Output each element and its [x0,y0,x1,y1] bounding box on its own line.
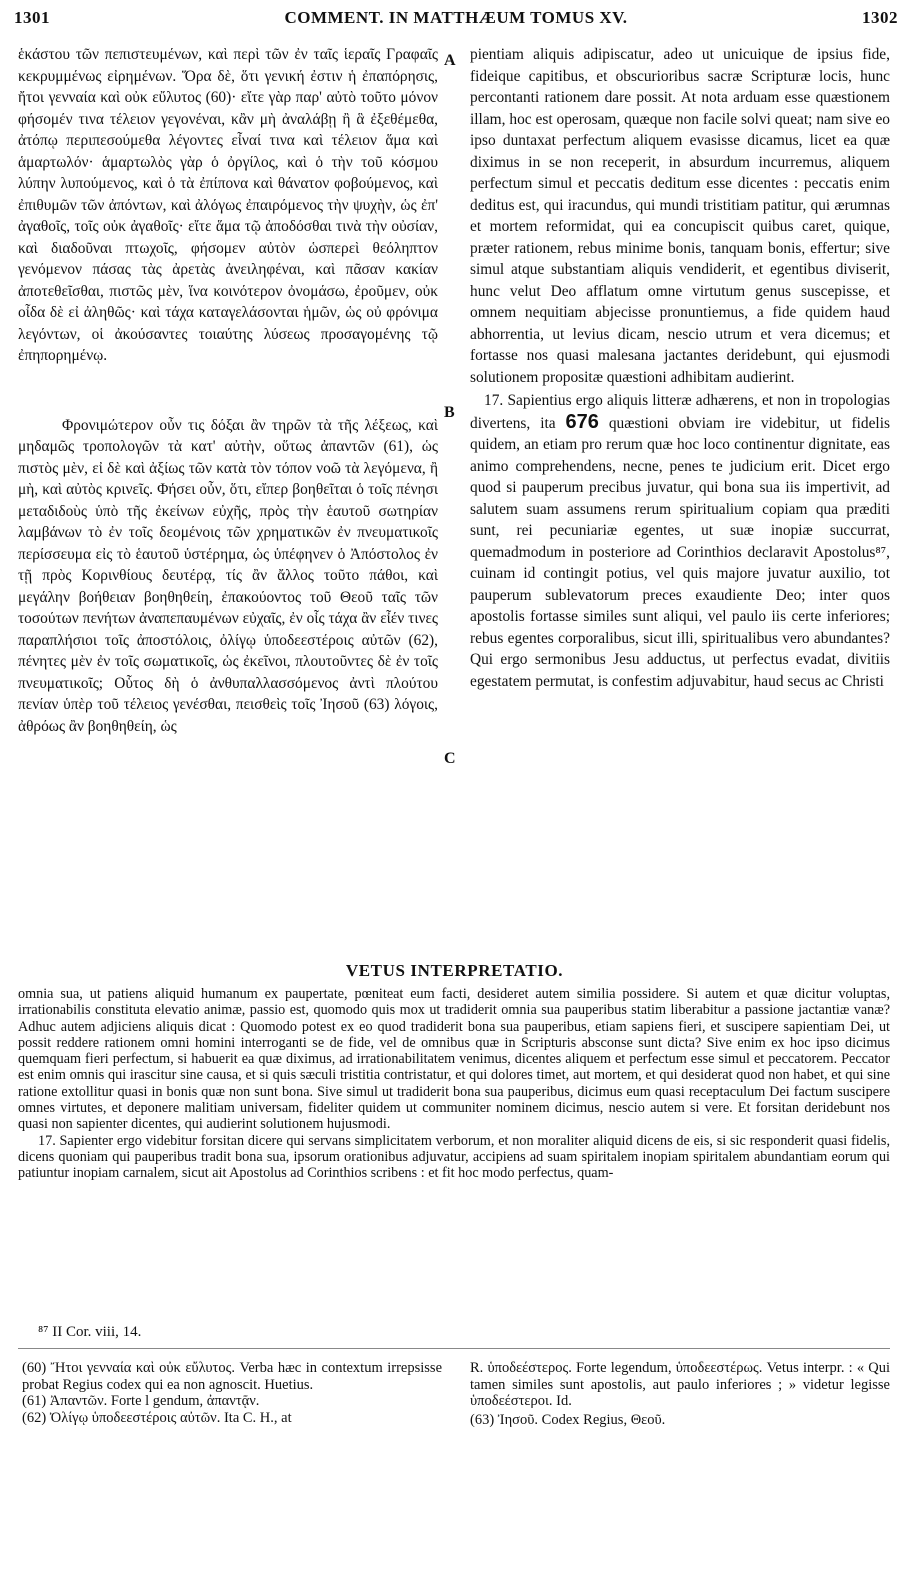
latin-column [470,44,890,692]
footnote-63: (63) Ἰησοῦ. Codex Regius, Θεοῦ. [470,1411,666,1428]
margin-letter-a: A [444,52,456,69]
footnote-62: (62) Ὀλίγῳ ὑποδεεστέροις αὐτῶν. Ita C. H., at [22,1409,292,1426]
vetus-heading: VETUS INTERPRETATIO. [345,961,564,980]
vetus-paragraph-2: 17. Sapienter ergo videbitur forsitan dicere qui servans simplicitatem verborum, et non moraliter aliquid dicens de eis, si sic responderit quasi fidelis, dicens quoniam qui pauperibus tradit bona sua, ipsorum orationibus adjuvatur, accipiens ad suam spiritalem inopiam spiritalem abundantiam eorum qui patiuntur inopiam carnalem, sicut ait Apostolus ad Corinthios scribens : et fit hoc modo perfectus, quam- [18,1132,890,1182]
left-page-number: 1301 [14,8,50,27]
page-mark: 676 [565,410,599,433]
footnotes-right [470,1360,890,1428]
greek-paragraph-1: ἑκάστου τῶν πεπιστευμένων, καὶ περὶ τῶν ἐν ταῖς ἱεραῖς Γραφαῖς κεκρυμμένως εἰρημένων. Ὅρα δὲ, ὅτι γενική ἐστιν ἡ ἐπαπόρησις, ἤτοι γενναία καὶ οὐκ εὔλυτος (60)· εἴτε γὰρ παρ' αὐτὸ τοῦτο μόνον φήσομέν τινα τέλειον γεγονέναι, κἂν μὴ ἀναλάβῃ ἢ ἃ ἐξεθέμεθα, ἀτόπῳ περιπεσούμεθα λέγοντες εἶναί τινα καὶ τέλειον ἅμα καὶ ἁμαρτωλόν· ἁμαρτωλὸς γὰρ ὁ ὀργίλος, καὶ ὁ τὴν τοῦ κόσμου λύπην λυπούμενος, καὶ ὁ τὰ ἐπίπονα καὶ θάνατον φοβούμενος, καὶ ἐπιθυμῶν τῶν ἀπόντων, καὶ ἀλόγως ἐπαιρόμενος τὴν ψυχὴν, ὡς ἐπ' ἀγαθοῖς, τοῖς οὐκ ἀγαθοῖς· εἴτε ἅμα τῷ ἀποδόσθαι τινὰ τὴν οὐσίαν, καὶ διαδοῦναι πτωχοῖς, φήσομεν αὐτὸν ὡσπερεὶ θεόληπτον γενόμενον πάσας τὰς ἀρετὰς ἀνειληφέναι, καὶ πᾶσαν κακίαν ἀποτεθεῖσθαι, πιστῶς μὲν, ἵνα κοινότερον ὀνομάσω, ἐροῦμεν, οὐκ οἶδα δὲ εἰ ἀληθῶς· καὶ τάχα καταγελάσονται ἡμῶν, ὡς οὐ φρόνιμα λεγόντων, οἱ ἀκούσαντες τοιαύτης λύσεως προσαγομένης τῷ ἐπηπορημένῳ. [18,46,438,364]
margin-letter-b: B [444,404,455,421]
latin-paragraph-2 [470,390,890,692]
latin-paragraph-2-start: 17. Sapientius ergo aliquis litteræ adhærens, et non in tropologias divertens, ita [470,392,890,432]
latin-paragraph-1: pientiam aliquis adipiscatur, adeo ut unicuique de ipsius fide, fideique capitibus, et obscurioribus sacræ Scripturæ locis, hunc percontanti rationem dare possit. At nota arduam esse quæstionem illam, hoc est operosam, quæque non facile solvi queat; nam sive eo ipso duntaxat perfectum aliquem evasisse dicamus, licet ea quæ diximus in se non receperit, in absurdum incurremus, aliquem perfectum simul et peccatis deditum esse dicentes : peccatis enim deditus est, qui iracundus, qui mundi tristitiam patitur, qui ærumnas et mortem reformidat, qui ea concupiscit quibus caret, quique, præter rationem, rebus minime bonis, tanquam bonis, effertur; sive simul atque substantiam aliquis vendiderit, et egentibus diviserit, hunc velut Deo afflatum omne virtutum genus suscepisse, et omnem nequitiam abjecisse pronuntiemus, a fide quidem haud abhorrentia, ut levius dicam, nescio utrum et vera dicemus; et fortasse nos quasi malesana jactantes deridebunt, qui ejusmodi solutionem propositæ quæstioni adhibitam audierint. [470,46,890,386]
margin-letter-c: C [444,750,456,767]
footnote-60: (60) Ἤτοι γενναία καὶ οὐκ εὔλυτος. Verba hæc in contextum irrepsisse probat Regius codex qui ea non agnoscit. Huetius. [22,1360,442,1393]
right-page-number: 1302 [862,8,898,27]
greek-paragraph-2: Φρονιμώτερον οὖν τις δόξαι ἂν τηρῶν τὰ τῆς λέξεως, καὶ μηδαμῶς τροπολογῶν τὰ κατ' αὐτὴν, οὕτως ἀπαντῶν (61), ὡς πιστὸς μὲν, εἰ δὲ καὶ ἀξίως τῶν κατὰ τὸν τόπον νοῶ τὰ λεγόμενα, ἢ μὴ, καὶ αὐτὸς κρινεῖς. Φήσει οὖν, ὅτι, εἴπερ βοηθεῖται ὁ τοῖς πένησι μεταδιδοὺς ὑπὸ τῆς ἐκείνων εὐχῆς, πρὸς τὴν ἑαυτοῦ σωτηρίαν λαμβάνων τὸ ἐν τοῖς δεομένοις τῶν χρηματικῶν ἐν πνευματικοῖς περίσσευμα εἰς τὸ ἑαυτοῦ ὑστέρημα, ὡς ὑπέφηνεν ὁ Ἀπόστολος ἐν τῇ πρὸς Κορινθίους δευτέρᾳ, τίς ἂν ἄλλος τοῦτο πάθοι, καὶ μεγάλην βοήθειαν βοηθηθείη, ἐπακούοντος τοῦ Θεοῦ ταῖς τῶν τοσούτων πενήτων ἀναπεπαυμένων εὐχαῖς, ἐν οἷς τάχα ἂν εἶέν τινες παραπλήσιοι τοῖς ἀποστόλοις, ὀλίγῳ ὑποδεεστέροις αὐτῶν (62), πένητες μὲν ἐν τοῖς σωματικοῖς, ὡς ἐκεῖνοι, πλουτοῦντες δὲ ἐν τοῖς πνευματικοῖς; Οὗτος δὴ ὁ ἀνθυπαλλασσόμενος ἀντὶ πλούτου πενίαν ὑπὲρ τοῦ τέλειος γενέσθαι, πεισθεὶς τοῖς Ἰησοῦ (63) λόγοις, ἀθρόως ἂν βοηθηθείη, ὡς [18,416,438,735]
vetus-interpretatio [18,986,890,1182]
running-title: COMMENT. IN MATTHÆUM TOMUS XV. [284,8,628,27]
running-header [14,6,898,32]
footnote-61: (61) Ἀπαντῶν. Forte l gendum, ἀπαντᾷν. [22,1393,260,1409]
footnote-62-continued: R. ὑποδεέστερος. Forte legendum, ὑποδεεστέρως. Vetus interpr. : « Qui tamen similes sunt apostolis, aut paulo inferiores ; » videtur legisse ὑποδεέστεροι. Id. [470,1360,890,1409]
scripture-note: ⁸⁷ II Cor. viii, 14. [38,1324,142,1340]
latin-paragraph-2-end: quæstioni obviam ire videbitur, ut fidelis quidem, an etiam pro rerum quæ hoc loco continentur dignitate, eas animo comprehendens, necne, penes te judicium erit. Dicet ergo quod si pauperum precibus juvatur, qui bona sua iis impertivit, ad salutem suam assumens rerum spiritualium copiam qua præditi sunt, rei pecuniariæ egentes, ut suæ inopiæ succurrat, quemadmodum in posteriore ad Corinthios declaravit Apostolus⁸⁷, cuinam id contingit potius, vel quis majore juvatur auxilio, tot pauperum sublevatorum preces exaudiente Deo; inter quos apostolis fortasse similes sunt aliqui, vel paulo iis certe inferiores; rebus egentes corporalibus, sicut illi, spiritualibus vero abundantes? Qui ergo sermonibus Jesu adductus, ut perfectus evadat, divitiis egestatem permutat, is confestim adjuvabitur, haud secus ac Christi [470,414,890,690]
footnote-divider [18,1348,890,1349]
greek-column [18,44,438,737]
footnotes-left [22,1360,442,1426]
vetus-paragraph-1: omnia sua, ut patiens aliquid humanum ex paupertate, pœniteat eum facti, desideret autem similia possidere. Si autem et quæ dicitur voluptas, irrationabilis constituta elevatio animæ, passio est, quomodo quis mox ut tradiderit omnia sua pauperibus statim liberabitur a passione jactantiæ vanæ? Adhuc autem adjiciens aliquis dicat : Quomodo potest ex eo quod tradiderit bona sua pauperibus, etiam sapiens fieri, et suscipere sapientiam Dei, ut possit reddere rationem omni homini interroganti se de fide, vel de omnibus quæ in Scripturis absconse sunt dicta? Sive enim ex hoc ipso dicimus quemquam fieri perfectum, si habuerit ea quæ diximus, ad irrationabilitatem venimus, dicentes aliquem et perfectum esse simul et peccatorem. Peccator est enim omnis qui irascitur sine causa, et si quis sæculi tristitia contristatur, et qui dolores timet, aut mortem, et qui desiderat quod non habet, et qui sine ratione extollitur quasi in bonis quæ non sunt bona. Sive simul ut tradiderit bona sua pauperibus, dicimus eum quasi receptaculum Dei factum suscipere omnes virtutes, et deponere malitiam universam, fideliter quidem ut communiter nominem dicimus, nescio autem si vere. Et forsitan deridebunt nos quasi non sapienter dicentes, qui audierint solutionem hujusmodi. [18,986,890,1133]
